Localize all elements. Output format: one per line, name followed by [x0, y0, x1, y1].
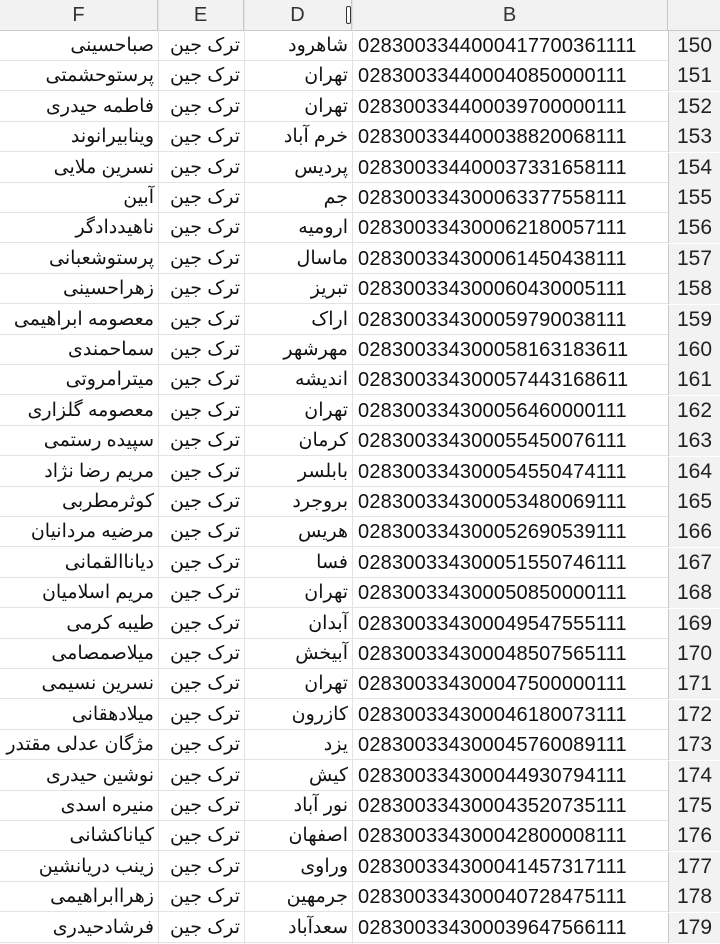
cell-f[interactable]: پرستوشعبانی [49, 248, 154, 269]
cell-e[interactable]: ترک جین [170, 613, 240, 634]
row-number[interactable]: 166 [668, 517, 720, 547]
cell-e[interactable]: ترک جین [170, 765, 240, 786]
cell-b[interactable]: 028300334300058163183611 [358, 339, 629, 361]
row-number[interactable]: 161 [668, 365, 720, 395]
cell-b[interactable]: 0283003344000417700361111 [358, 35, 637, 57]
row-number[interactable]: 154 [668, 153, 720, 183]
row-number[interactable]: 179 [668, 913, 720, 943]
column-header-b[interactable]: B [352, 0, 668, 30]
cell-e[interactable]: ترک جین [170, 917, 240, 938]
cell-f[interactable]: ناهیددادگر [75, 217, 154, 238]
cell-b[interactable]: 028300334300050850000111 [358, 582, 627, 604]
cell-f[interactable]: مریم رضا نژاد [44, 461, 154, 482]
cell-d[interactable]: تهران [304, 673, 348, 694]
cell-f[interactable]: سماحمندی [67, 339, 154, 360]
cell-e[interactable]: ترک جین [170, 309, 240, 330]
row-number[interactable]: 163 [668, 426, 720, 456]
table-row [0, 913, 720, 943]
cell-d[interactable]: یزد [323, 734, 348, 755]
cell-e[interactable]: ترک جین [170, 217, 240, 238]
table-row [0, 761, 720, 791]
cell-d[interactable]: جم [323, 187, 348, 208]
cell-b[interactable]: 028300334300056460000111 [358, 400, 627, 422]
table-row [0, 548, 720, 578]
cell-b[interactable]: 028300334300042800008111 [358, 825, 627, 847]
cell-d[interactable]: آبدان [308, 613, 348, 634]
table-row [0, 517, 720, 547]
cell-e[interactable]: ترک جین [170, 248, 240, 269]
cell-b[interactable]: 028300334300053480069111 [358, 491, 627, 513]
select-all-corner[interactable] [668, 0, 720, 30]
cell-e[interactable]: ترک جین [170, 461, 240, 482]
cell-e[interactable]: ترک جین [170, 187, 240, 208]
cell-b[interactable]: 028300334300049547555111 [358, 613, 627, 635]
row-number[interactable]: 178 [668, 882, 720, 912]
table-row [0, 335, 720, 365]
cell-f[interactable]: میلاصمصامی [51, 643, 154, 664]
cell-f[interactable]: سپیده رستمی [43, 430, 154, 451]
row-number[interactable]: 175 [668, 791, 720, 821]
cell-f[interactable]: آبین [123, 187, 154, 208]
table-row [0, 213, 720, 243]
row-number[interactable]: 165 [668, 487, 720, 517]
cell-e[interactable]: ترک جین [170, 157, 240, 178]
row-number[interactable]: 172 [668, 700, 720, 730]
table-row [0, 852, 720, 882]
row-number[interactable]: 176 [668, 821, 720, 851]
table-row [0, 882, 720, 912]
row-number[interactable]: 171 [668, 669, 720, 699]
row-number[interactable]: 168 [668, 578, 720, 608]
cell-b[interactable]: 028300334300060430005111 [358, 278, 627, 300]
cell-f[interactable]: میترامروتی [65, 369, 154, 390]
cell-d[interactable]: سعدآباد [288, 917, 348, 938]
cell-f[interactable]: پرستوحشمتی [45, 65, 154, 86]
cell-d[interactable]: تبریز [310, 278, 348, 299]
column-header-e[interactable]: E [158, 0, 244, 30]
cell-d[interactable]: فسا [316, 552, 348, 573]
cell-e[interactable]: ترک جین [170, 643, 240, 664]
row-number[interactable]: 167 [668, 548, 720, 578]
cell-f[interactable]: زهراابراهیمی [50, 886, 154, 907]
table-row [0, 396, 720, 426]
row-number[interactable]: 174 [668, 761, 720, 791]
row-number[interactable]: 151 [668, 61, 720, 91]
table-row [0, 31, 720, 61]
row-number[interactable]: 158 [668, 274, 720, 304]
cell-f[interactable]: کوثرمطربی [61, 491, 154, 512]
table-row [0, 700, 720, 730]
cell-f[interactable]: وینابیرانوند [70, 126, 154, 147]
cell-d[interactable]: تهران [304, 400, 348, 421]
row-number[interactable]: 170 [668, 639, 720, 669]
row-number[interactable]: 177 [668, 852, 720, 882]
column-header-bar [0, 0, 720, 31]
column-resize-handle[interactable] [346, 6, 351, 24]
table-row [0, 426, 720, 456]
cell-e[interactable]: ترک جین [170, 825, 240, 846]
cell-f[interactable]: دیاناالقمانی [64, 552, 154, 573]
row-number[interactable]: 155 [668, 183, 720, 213]
cell-b[interactable]: 028300334300063377558111 [358, 187, 627, 209]
cell-d[interactable]: تهران [304, 65, 348, 86]
cell-f[interactable]: نسرین ملایی [53, 157, 154, 178]
cell-d[interactable]: تهران [304, 96, 348, 117]
cell-d[interactable]: بروجرد [292, 491, 348, 512]
cell-b[interactable]: 028300334300041457317111 [358, 856, 627, 878]
table-row [0, 183, 720, 213]
cell-f[interactable]: فرشادحیدری [52, 917, 154, 938]
table-row [0, 578, 720, 608]
cell-f[interactable]: معصومه گلزاری [27, 400, 154, 421]
cell-e[interactable]: ترک جین [170, 126, 240, 147]
cell-f[interactable]: طیبه کرمی [66, 613, 154, 634]
cell-d[interactable]: نور آباد [293, 795, 348, 816]
cell-e[interactable]: ترک جین [170, 96, 240, 117]
cell-d[interactable]: بابلسر [297, 461, 348, 482]
cell-d[interactable]: شاهرود [288, 35, 348, 56]
row-number[interactable]: 160 [668, 335, 720, 365]
row-number[interactable]: 159 [668, 305, 720, 335]
row-number[interactable]: 173 [668, 730, 720, 760]
cell-b[interactable]: 028300334300062180057111 [358, 217, 627, 239]
cell-b[interactable]: 028300334300057443168611 [358, 369, 629, 391]
cell-b[interactable]: 028300334400037331658111 [358, 157, 627, 179]
cell-d[interactable]: اراک [311, 309, 348, 330]
cell-d[interactable]: هریس [297, 521, 348, 542]
cell-e[interactable]: ترک جین [170, 430, 240, 451]
cell-d[interactable]: کازرون [291, 704, 348, 725]
cell-e[interactable]: ترک جین [170, 552, 240, 573]
cell-b[interactable]: 028300334300044930794111 [358, 765, 627, 787]
cell-e[interactable]: ترک جین [170, 856, 240, 877]
cell-b[interactable]: 028300334400038820068111 [358, 126, 627, 148]
cell-d[interactable]: آبیخش [295, 643, 348, 664]
table-row [0, 244, 720, 274]
row-number[interactable]: 157 [668, 244, 720, 274]
cell-b[interactable]: 028300334300054550474111 [358, 461, 627, 483]
cell-d[interactable]: خرم آباد [283, 126, 348, 147]
cell-e[interactable]: ترک جین [170, 491, 240, 512]
column-header-d[interactable]: D [244, 0, 352, 30]
cell-b[interactable]: 028300334300048507565111 [358, 643, 627, 665]
cell-d[interactable]: تهران [304, 582, 348, 603]
cell-e[interactable]: ترک جین [170, 734, 240, 755]
cell-e[interactable]: ترک جین [170, 673, 240, 694]
cell-e[interactable]: ترک جین [170, 886, 240, 907]
cell-e[interactable]: ترک جین [170, 369, 240, 390]
cell-f[interactable]: کیاناکشانی [69, 825, 154, 846]
table-row [0, 730, 720, 760]
table-row [0, 122, 720, 152]
cell-d[interactable]: ارومیه [298, 217, 348, 238]
row-number[interactable]: 153 [668, 122, 720, 152]
table-row [0, 821, 720, 851]
row-number[interactable]: 169 [668, 609, 720, 639]
table-row [0, 791, 720, 821]
table-row [0, 609, 720, 639]
cell-e[interactable]: ترک جین [170, 400, 240, 421]
cell-e[interactable]: ترک جین [170, 795, 240, 816]
cell-d[interactable]: مهرشهر [283, 339, 348, 360]
cell-b[interactable]: 028300334300055450076111 [358, 430, 627, 452]
cell-b[interactable]: 028300334300045760089111 [358, 734, 627, 756]
table-row [0, 487, 720, 517]
cell-f[interactable]: معصومه ابراهیمی [13, 309, 154, 330]
cell-f[interactable]: منیره اسدی [60, 795, 154, 816]
table-row [0, 365, 720, 395]
cell-b[interactable]: 028300334400040850000111 [358, 65, 627, 87]
cell-e[interactable]: ترک جین [170, 582, 240, 603]
cell-b[interactable]: 028300334400039700000111 [358, 96, 627, 118]
cell-e[interactable]: ترک جین [170, 704, 240, 725]
cell-e[interactable]: ترک جین [170, 35, 240, 56]
row-number[interactable]: 156 [668, 213, 720, 243]
table-row [0, 669, 720, 699]
cell-b[interactable]: 028300334300040728475111 [358, 886, 627, 908]
cell-e[interactable]: ترک جین [170, 65, 240, 86]
cell-f[interactable]: مرضیه مردانیان [30, 521, 154, 542]
cell-b[interactable]: 028300334300039647566111 [358, 917, 627, 939]
cell-d[interactable]: کرمان [298, 430, 348, 451]
table-row [0, 92, 720, 122]
cell-f[interactable]: صباحسینی [70, 35, 154, 56]
cell-e[interactable]: ترک جین [170, 339, 240, 360]
row-number[interactable]: 150 [668, 31, 720, 61]
cell-d[interactable]: پردیس [294, 157, 348, 178]
row-number[interactable]: 152 [668, 92, 720, 122]
cell-f[interactable]: نسرین نسیمی [41, 673, 154, 694]
cell-d[interactable]: اصفهان [288, 825, 348, 846]
cell-e[interactable]: ترک جین [170, 521, 240, 542]
table-row [0, 61, 720, 91]
cell-b[interactable]: 028300334300052690539111 [358, 521, 627, 543]
cell-e[interactable]: ترک جین [170, 278, 240, 299]
cell-f[interactable]: مریم اسلامیان [41, 582, 154, 603]
cell-d[interactable]: جرمهین [286, 886, 348, 907]
cell-f[interactable]: فاطمه حیدری [46, 96, 154, 117]
cell-d[interactable]: کیش [308, 765, 348, 786]
table-row [0, 274, 720, 304]
cell-b[interactable]: 028300334300047500000111 [358, 673, 627, 695]
table-row [0, 457, 720, 487]
row-number[interactable]: 162 [668, 396, 720, 426]
row-number[interactable]: 164 [668, 457, 720, 487]
cell-b[interactable]: 028300334300051550746111 [358, 552, 627, 574]
cell-d[interactable]: اندیشه [295, 369, 348, 390]
cell-b[interactable]: 028300334300059790038111 [358, 309, 627, 331]
table-row [0, 305, 720, 335]
cell-f[interactable]: زهراحسینی [63, 278, 154, 299]
cell-f[interactable]: زینب دریانشین [38, 856, 154, 877]
column-header-f[interactable]: F [0, 0, 158, 30]
cell-f[interactable]: مژگان عدلی مقتدر [6, 734, 154, 755]
cell-b[interactable]: 028300334300043520735111 [358, 795, 627, 817]
cell-f[interactable]: میلادهقانی [71, 704, 154, 725]
table-row [0, 639, 720, 669]
cell-b[interactable]: 028300334300046180073111 [358, 704, 627, 726]
cell-d[interactable]: ماسال [296, 248, 348, 269]
cell-f[interactable]: نوشین حیدری [46, 765, 154, 786]
cell-b[interactable]: 028300334300061450438111 [358, 248, 627, 270]
table-row [0, 153, 720, 183]
cell-d[interactable]: وراوی [300, 856, 348, 877]
